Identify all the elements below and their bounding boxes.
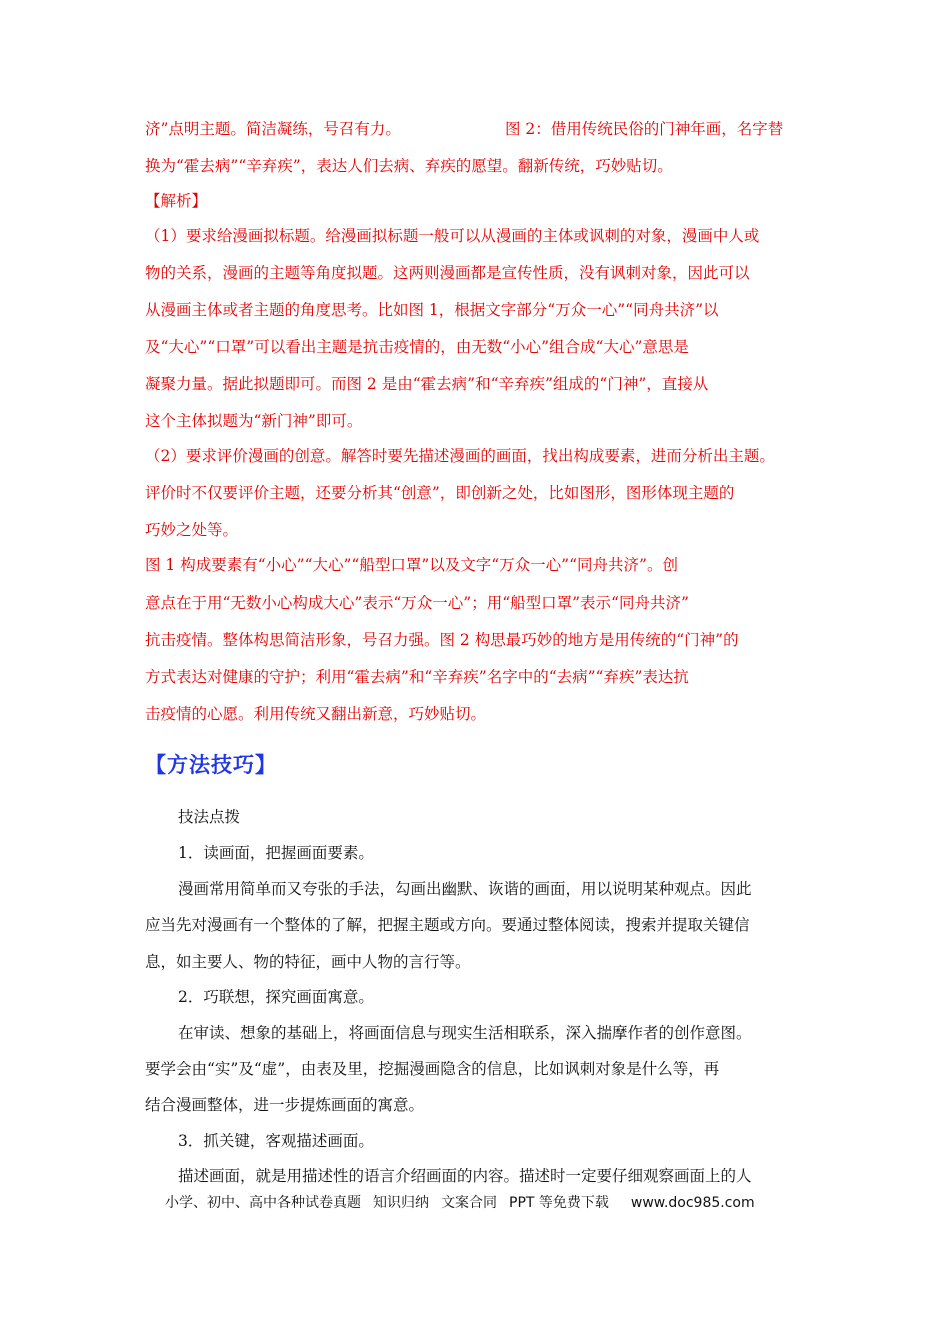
- analysis-p3-line: 图 1 构成要素有“小心”“大心”“船型口罩”以及文字“万众一心”“同舟共济”。创: [145, 556, 678, 574]
- method-item3-line: 描述画面，就是用描述性的语言介绍画面的内容。描述时一定要仔细观察画面上的人: [178, 1167, 752, 1185]
- answer-line-2: 换为“霍去病”“辛弃疾”，表达人们去病、弃疾的愿望。翻新传统，巧妙贴切。: [145, 157, 673, 175]
- analysis-p1-line: 从漫画主体或者主题的角度思考。比如图 1，根据文字部分“万众一心”“同舟共济”以: [145, 301, 719, 319]
- footer-text-1: 小学、初中、高中各种试卷真题: [165, 1195, 361, 1211]
- method-heading: 【方法技巧】: [145, 753, 277, 777]
- method-item1-title: 1．读画面，把握画面要素。: [178, 844, 374, 862]
- method-item1-line: 息，如主要人、物的特征，画中人物的言行等。: [145, 953, 471, 971]
- analysis-p2-line: 评价时不仅要评价主题，还要分析其“创意”，即创新之处，比如图形，图形体现主题的: [145, 484, 735, 502]
- analysis-p3-line: 方式表达对健康的守护；利用“霍去病”和“辛弃疾”名字中的“去病”“弃疾”表达抗: [145, 668, 689, 686]
- method-item2-line: 要学会由“实”及“虚”，由表及里，挖掘漫画隐含的信息，比如讽刺对象是什么等，再: [145, 1060, 720, 1078]
- analysis-p1-line: 及“大心”“口罩”可以看出主题是抗击疫情的，由无数“小心”组合成“大心”意思是: [145, 338, 689, 356]
- method-item2-line: 结合漫画整体，进一步提炼画面的寓意。: [145, 1096, 425, 1114]
- page-footer: [165, 1192, 755, 1212]
- analysis-p3-line: 击疫情的心愿。利用传统又翻出新意，巧妙贴切。: [145, 705, 487, 723]
- answer-line-1-right: 图 2：借用传统民俗的门神年画，名字替: [505, 120, 784, 138]
- method-item2-line: 在审读、想象的基础上，将画面信息与现实生活相联系，深入揣摩作者的创作意图。: [178, 1024, 752, 1042]
- analysis-p3-line: 意点在于用“无数小心构成大心”表示“万众一心”；用“船型口罩”表示“同舟共济”: [145, 594, 689, 612]
- footer-url-link[interactable]: www.doc985.com: [630, 1195, 755, 1211]
- footer-text-4: PPT 等免费下载: [509, 1195, 609, 1211]
- analysis-p1-line: 这个主体拟题为“新门神”即可。: [145, 412, 363, 430]
- method-item1-line: 漫画常用简单而又夸张的手法，勾画出幽默、诙谐的画面，用以说明某种观点。因此: [178, 880, 752, 898]
- analysis-p1-line: （1）要求给漫画拟标题。给漫画拟标题一般可以从漫画的主体或讽刺的对象，漫画中人或: [145, 227, 760, 245]
- answer-line-1-left: 济”点明主题。简洁凝练，号召有力。: [145, 120, 401, 138]
- analysis-label: 【解析】: [145, 192, 208, 210]
- method-subtitle: 技法点拨: [178, 808, 241, 826]
- analysis-p1-line: 凝聚力量。据此拟题即可。而图 2 是由“霍去病”和“辛弃疾”组成的“门神”，直接从: [145, 375, 709, 393]
- method-item3-title: 3．抓关键，客观描述画面。: [178, 1132, 374, 1150]
- analysis-p3-line: 抗击疫情。整体构思简洁形象，号召力强。图 2 构思最巧妙的地方是用传统的“门神”的: [145, 631, 739, 649]
- analysis-p2-line: （2）要求评价漫画的创意。解答时要先描述漫画的画面，找出构成要素，进而分析出主题。: [145, 447, 775, 465]
- footer-text-3: 文案合同: [441, 1195, 497, 1211]
- analysis-p1-line: 物的关系，漫画的主题等角度拟题。这两则漫画都是宣传性质，没有讽刺对象，因此可以: [145, 264, 750, 282]
- analysis-p2-line: 巧妙之处等。: [145, 521, 239, 539]
- method-item2-title: 2．巧联想，探究画面寓意。: [178, 988, 374, 1006]
- method-item1-line: 应当先对漫画有一个整体的了解，把握主题或方向。要通过整体阅读，搜索并提取关键信: [145, 916, 750, 934]
- footer-text-2: 知识归纳: [373, 1195, 429, 1211]
